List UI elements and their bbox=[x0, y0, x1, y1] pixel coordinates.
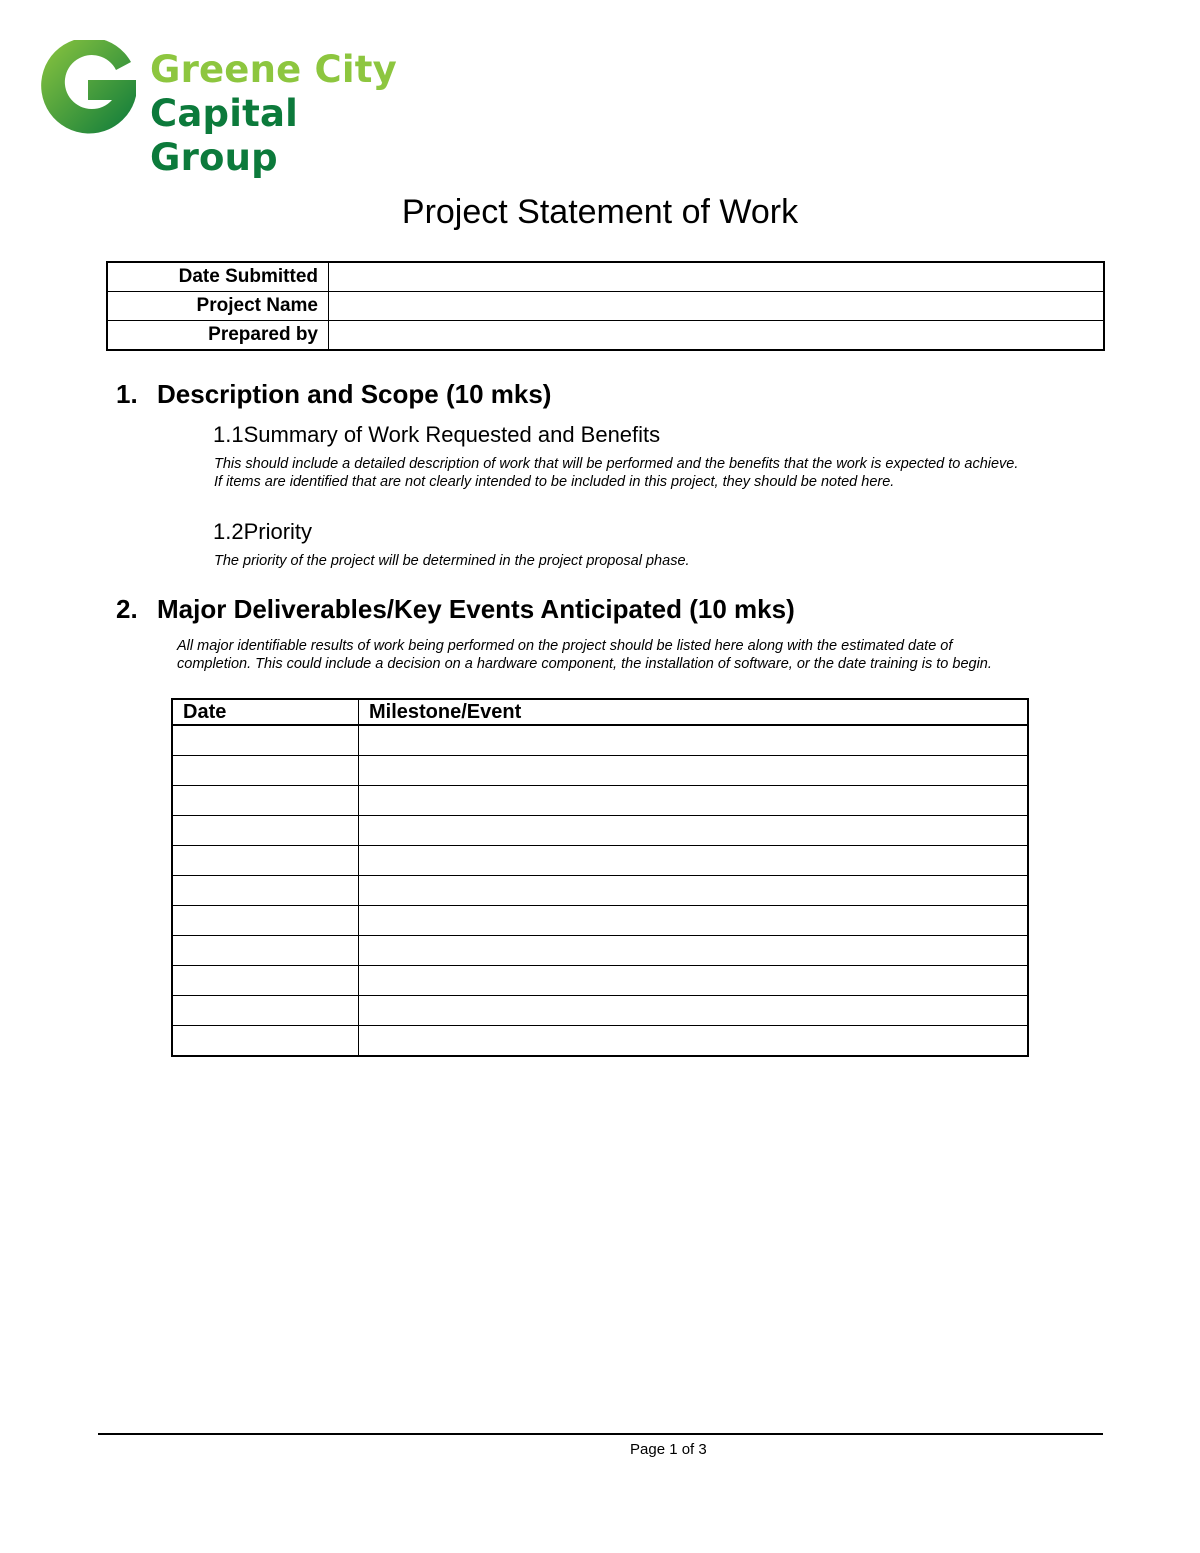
date-cell[interactable] bbox=[172, 725, 359, 756]
section-2-number: 2. bbox=[116, 594, 138, 624]
prepared-by-label: Prepared by bbox=[107, 321, 329, 351]
subsection-1-1-heading: 1.1Summary of Work Requested and Benefits bbox=[213, 422, 661, 447]
milestone-cell[interactable] bbox=[359, 966, 1029, 996]
section-2-heading bbox=[116, 594, 795, 625]
prepared-by-field[interactable] bbox=[329, 321, 1105, 351]
milestone-cell[interactable] bbox=[359, 936, 1029, 966]
date-column-header: Date bbox=[172, 699, 359, 725]
document-title: Project Statement of Work bbox=[401, 193, 799, 231]
milestone-cell[interactable] bbox=[359, 906, 1029, 936]
table-row bbox=[172, 816, 1028, 846]
date-cell[interactable] bbox=[172, 816, 359, 846]
milestone-cell[interactable] bbox=[359, 786, 1029, 816]
milestone-cell[interactable] bbox=[359, 725, 1029, 756]
table-row bbox=[172, 876, 1028, 906]
table-row bbox=[172, 756, 1028, 786]
table-row bbox=[107, 321, 1104, 351]
milestones-table bbox=[171, 698, 1029, 1057]
milestone-cell[interactable] bbox=[359, 846, 1029, 876]
table-row bbox=[172, 846, 1028, 876]
date-submitted-field[interactable] bbox=[329, 262, 1105, 292]
table-row bbox=[107, 262, 1104, 292]
table-row bbox=[172, 1026, 1028, 1057]
section-1-number: 1. bbox=[116, 379, 138, 409]
section-2-title: Major Deliverables/Key Events Anticipated (10 mks) bbox=[157, 594, 795, 624]
date-cell[interactable] bbox=[172, 966, 359, 996]
text-line: If items are identified that are not clearly intended to be included in this project, they should be noted here. bbox=[214, 474, 895, 490]
text-line: This should include a detailed description of work that will be performed and the benefits that the work is expected to achieve. bbox=[214, 456, 1019, 472]
table-row bbox=[172, 966, 1028, 996]
date-cell[interactable] bbox=[172, 1026, 359, 1057]
date-cell[interactable] bbox=[172, 756, 359, 786]
text-line: All major identifiable results of work being performed on the project should be listed here along with the estimated date of bbox=[177, 638, 953, 654]
project-info-table bbox=[106, 261, 1105, 351]
date-submitted-label: Date Submitted bbox=[107, 262, 329, 292]
milestone-cell[interactable] bbox=[359, 816, 1029, 846]
table-row bbox=[172, 786, 1028, 816]
project-name-label: Project Name bbox=[107, 292, 329, 321]
logo-line-2: Capital Group bbox=[150, 92, 299, 179]
company-logo bbox=[38, 40, 438, 179]
section-1-title: Description and Scope (10 mks) bbox=[157, 379, 552, 409]
page-number: Page 1 of 3 bbox=[630, 1441, 707, 1458]
milestones-table-body bbox=[172, 725, 1028, 1056]
text-line: completion. This could include a decision on a hardware component, the installation of software, or the date training is to begin. bbox=[177, 656, 992, 672]
table-row bbox=[172, 996, 1028, 1026]
logo-line-1: Greene City bbox=[150, 48, 397, 91]
section-1-heading bbox=[116, 379, 551, 410]
subsection-1-2-text: The priority of the project will be determined in the project proposal phase. bbox=[214, 553, 690, 569]
milestone-cell[interactable] bbox=[359, 756, 1029, 786]
project-name-field[interactable] bbox=[329, 292, 1105, 321]
milestone-cell[interactable] bbox=[359, 996, 1029, 1026]
milestone-cell[interactable] bbox=[359, 1026, 1029, 1057]
footer-divider bbox=[98, 1433, 1103, 1435]
subsection-1-2-heading: 1.2Priority bbox=[213, 519, 313, 544]
table-row bbox=[172, 936, 1028, 966]
table-row bbox=[172, 906, 1028, 936]
g-logo-icon bbox=[38, 40, 138, 140]
table-row bbox=[172, 725, 1028, 756]
date-cell[interactable] bbox=[172, 936, 359, 966]
date-cell[interactable] bbox=[172, 786, 359, 816]
table-header-row bbox=[172, 699, 1028, 725]
subsection-1-1-text bbox=[214, 455, 1018, 491]
date-cell[interactable] bbox=[172, 846, 359, 876]
milestone-cell[interactable] bbox=[359, 876, 1029, 906]
section-2-text bbox=[177, 637, 992, 673]
date-cell[interactable] bbox=[172, 906, 359, 936]
table-row bbox=[107, 292, 1104, 321]
milestone-column-header: Milestone/Event bbox=[359, 699, 1029, 725]
date-cell[interactable] bbox=[172, 876, 359, 906]
date-cell[interactable] bbox=[172, 996, 359, 1026]
logo-wordmark bbox=[150, 48, 438, 180]
